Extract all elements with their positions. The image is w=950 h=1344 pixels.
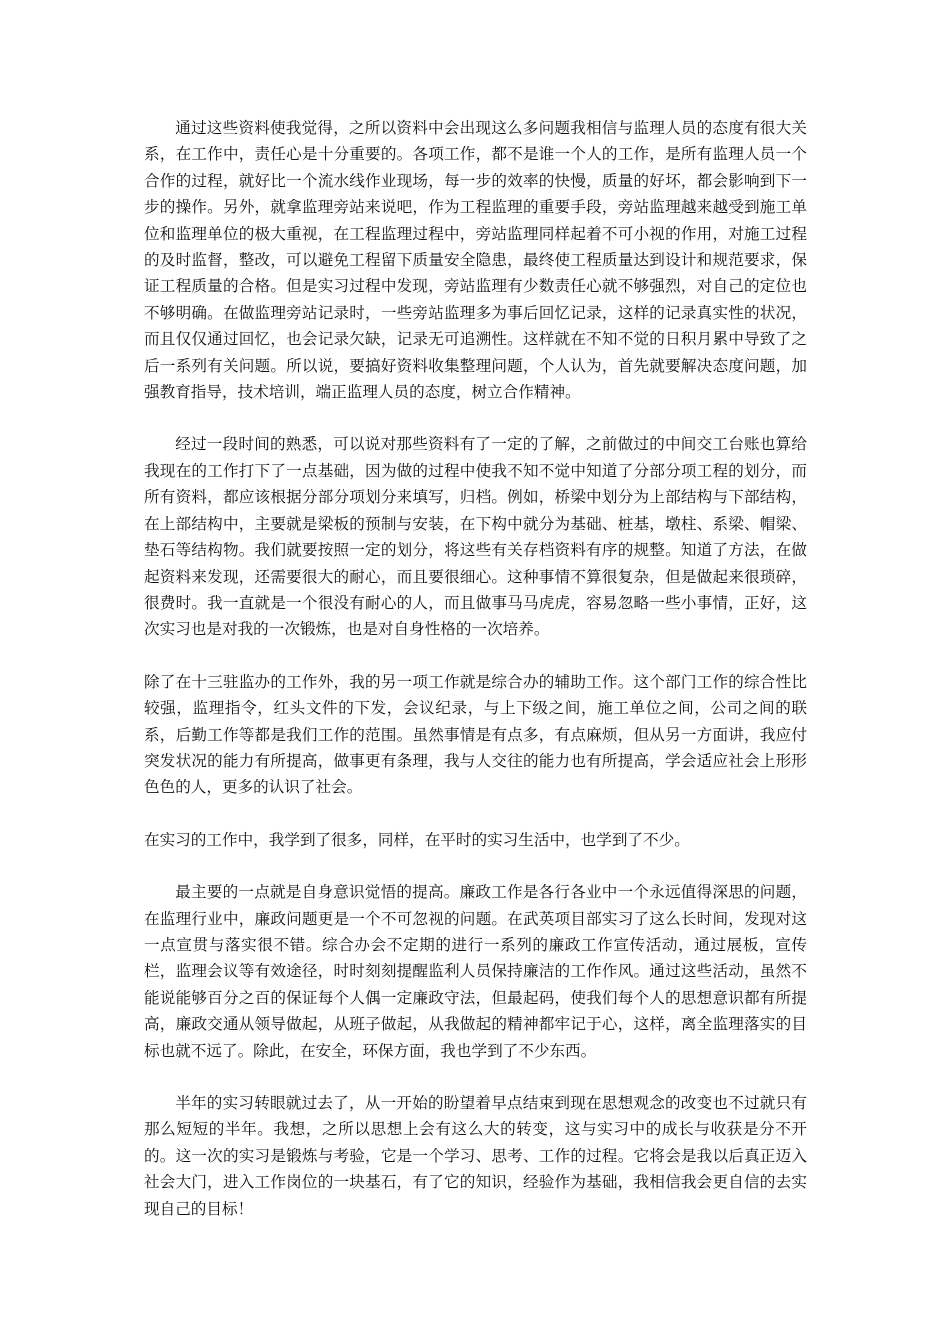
paragraph-learned-summary: 在实习的工作中，我学到了很多，同样，在平时的实习生活中，也学到了不少。: [144, 830, 690, 849]
paragraph-resource-attitude: 通过这些资料使我觉得，之所以资料中会出现这么多问题我相信与监理人员的态度有很大关系，在工作中，责任心是十分重要的。各项工作，都不是谁一个人的工作，是所有监理人员一个合作的过程，就好比一个流水线作业现场，每一步的效率的快慢，质量的好坏，都会影响到下一步的操作。另外，就拿监理旁站来说吧，作为工程监理的重要手段，旁站监理越来越受到施工单位和监理单位的极大重视，在工程监理过程中，旁站监理同样起着不可小视的作用，对施工过程的及时监督，整改，可以避免工程留下质量安全隐患，最终使工程质量达到设计和规范要求，保证工程质量的合格。但是实习过程中发现，旁站监理有少数责任心就不够强烈，对自己的定位也不够明确。在做监理旁站记录时，一些旁站监理多为事后回忆记录，这样的记录真实性的状况，而且仅仅通过回忆，也会记录欠缺，记录无可追溯性。这样就在不知不觉的日积月累中导致了之后一系列有关问题。所以说，要搞好资料收集整理问题，个人认为，首先就要解决态度问题，加强教育指导，技术培训，端正监理人员的态度，树立合作精神。: [144, 119, 807, 402]
document-body: [144, 115, 807, 1222]
paragraph-integrity: 最主要的一点就是自身意识觉悟的提高。廉政工作是各行各业中一个永远值得深思的问题，在监理行业中，廉政问题更是一个不可忽视的问题。在武英项目部实习了这么长时间，发现对这一点宣贯与落实很不错。综合办会不定期的进行一系列的廉政工作宣传活动，通过展板，宣传栏，监理会议等有效途径，时时刻刻提醒监利人员保持廉洁的工作作风。通过这些活动，虽然不能说能够百分之百的保证每个人偶一定廉政守法，但最起码，使我们每个人的思想意识都有所提高，廉政交通从领导做起，从班子做起，从我做起的精神都牢记于心，这样，离全监理落实的目标也就不远了。除此，在安全，环保方面，我也学到了不少东西。: [144, 883, 807, 1060]
paragraph-file-classification: 经过一段时间的熟悉，可以说对那些资料有了一定的了解，之前做过的中间交工台账也算给我现在的工作打下了一点基础，因为做的过程中使我不知不觉中知道了分部分项工程的划分，而所有资料，都应该根据分部分项划分来填写，归档。例如，桥梁中划分为上部结构与下部结构，在上部结构中，主要就是梁板的预制与安装，在下构中就分为基础、桩基，墩柱、系梁、帽梁、垫石等结构物。我们就要按照一定的划分，将这些有关存档资料有序的规整。知道了方法，在做起资料来发现，还需要很大的耐心，而且要很细心。这种事情不算很复杂，但是做起来很琐碎，很费时。我一直就是一个很没有耐心的人，而且做事马马虎虎，容易忽略一些小事情，正好，这次实习也是对我的一次锻炼，也是对自身性格的一次培养。: [144, 435, 807, 639]
paragraph-general-office: 除了在十三驻监办的工作外，我的另一项工作就是综合办的辅助工作。这个部门工作的综合性比较强，监理指令，红头文件的下发，会议纪录，与上下级之间，施工单位之间，公司之间的联系，后勤工作等都是我们工作的范围。虽然事情是有点多，有点麻烦，但从另一方面讲，我应付突发状况的能力有所提高，做事更有条理，我与人交往的能力也有所提高，学会适应社会上形形色色的人，更多的认识了社会。: [144, 672, 807, 797]
paragraph-conclusion: 半年的实习转眼就过去了，从一开始的盼望着早点结束到现在思想观念的改变也不过就只有那么短短的半年。我想，之所以思想上会有这么大的转变，这与实习中的成长与收获是分不开的。这一次的实习是锻炼与考验，它是一个学习、思考、工作的过程。它将会是我以后真正迈入社会大门，进入工作岗位的一块基石，有了它的知识，经验作为基础，我相信我会更自信的去实现自己的目标！: [144, 1094, 807, 1218]
